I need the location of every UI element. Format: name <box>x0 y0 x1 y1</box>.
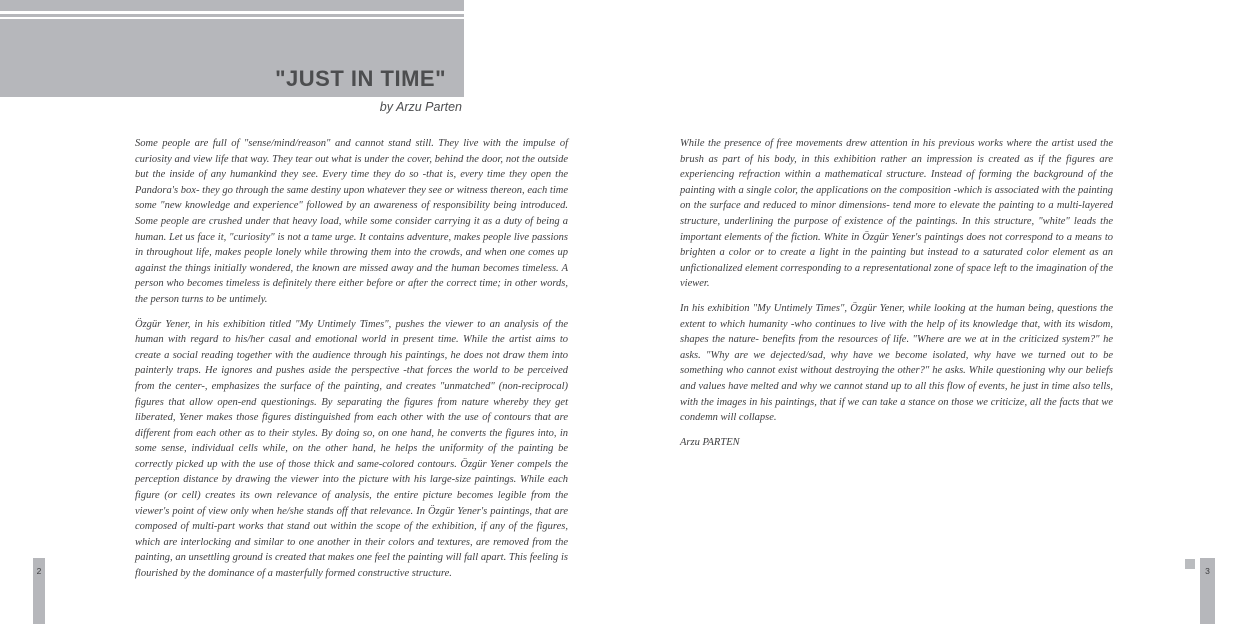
corner-square <box>1185 559 1195 569</box>
left-column <box>135 136 568 591</box>
byline: by Arzu Parten <box>379 100 462 114</box>
header-bar-thin <box>0 14 464 17</box>
right-column <box>680 136 1113 450</box>
paragraph: Some people are full of "sense/mind/reason" and cannot stand still. They live with the impulse of curiosity and view life that way. They tear out what is under the cover, behind the door, not the outside but the inside of any humankind they see. Every time they do so -that is, every time they open the Pandora's box- they go through the same destiny upon whatever they see or witness thereon, each time some "new knowledge and experience" followed by an awareness of responsibility being introduced. Some people are crushed under that heavy load, while some consider carrying it as a duty of being a human. Let us face it, "curiosity" is not a tame urge. It contains adventure, makes people live passions in throughout life, makes people lonely while throwing them into the crowds, and when one comes up against the things initially wondered, the known are missed away and the human becomes timeless. A person who becomes timeless is definitely there either before or after the correct time; in other words, the person turns to be untimely. <box>135 138 568 305</box>
header-block <box>0 19 464 97</box>
header-bar-top <box>0 0 464 11</box>
page-number-bar-right <box>1200 558 1215 624</box>
page-number-right: 3 <box>1205 566 1210 576</box>
paragraph: Özgür Yener, in his exhibition titled "My Untimely Times", pushes the viewer to an analysis of the human with regard to his/her casal and emotional world in present time. While the artist aims to create a social reading together with the audience through his paintings, he does not draw them into painterly traps. He ignores and pushes aside the perspective -that forces the world to be perceived from the center-, emphasizes the surface of the painting, and creates "unmatched" (non-reciprocal) figures that allow open-end questionings. By separating the figures from nature whereby they get liberated, Yener makes those figures distinguished from each other with the use of contours that are different from each other as to their styles. By doing so, on one hand, he converts the figures into, in some sense, individual cells while, on the other hand, he helps the uniformity of the painting be correctly picked up with the use of those thick and same-colored contours. Özgür Yener compels the perception distance by drawing the viewer into the picture with his large-size paintings. While each figure (or cell) creates its own relevance of analysis, the entire picture becomes legible from the viewer's point of view only when he/she stands off that relevance. In Özgür Yener's paintings, that are composed of multi-part works that stand out within the scope of the exhibition, if any of the figures, which are interlocking and similar to one another in their colors and textures, are removed from the painting, an unsettling ground is created that makes one feel the painting will fall apart. This feeling is flourished by the dominance of a masterfully formed constructive structure. <box>135 318 568 580</box>
paragraph: While the presence of free movements drew attention in his previous works where the artist used the brush as part of his body, in this exhibition rather an impression is created as if the figures are experiencing refraction within a mathematical structure. Instead of forming the background of the painting with a single color, the applications on the composition -which is associated with the painting on the surface and reduced to minor dimensions- tend more to elevate the painting to a multi-layered structure, underlining the purpose of existence of the paintings. In this structure, "white" leads the important elements of the fiction. White in Özgür Yener's paintings does not correspond to a means to brighten a color or to create a light in the painting but instead to a saturated color element as an unfictionalized element corresponding to a representational zone of space left to the imagination of the viewer. <box>680 138 1113 290</box>
page-number-bar-left <box>33 558 45 624</box>
page-title: "JUST IN TIME" <box>275 66 446 91</box>
paragraph: In his exhibition "My Untimely Times", Özgür Yener, while looking at the human being, questions the extent to which humanity -who continues to live with the help of its knowledge that, with its wisdom, shapes the nature- benefits from the resources of life. "Where are we at in the criticized system?" he asks. "Why are we dejected/sad, why have we become isolated, why have we turned out to be something who cannot exist without destroying the other?" he asks. While questioning why our beliefs and values have melted and why we cannot stand up to all this flow of events, he just in time also tells, with the images in his paintings, that if we can take a stance on those we criticize, all the facts that we condemn will collapse. <box>680 302 1113 424</box>
page-number-left: 2 <box>36 566 42 576</box>
author-signature: Arzu PARTEN <box>680 436 740 448</box>
